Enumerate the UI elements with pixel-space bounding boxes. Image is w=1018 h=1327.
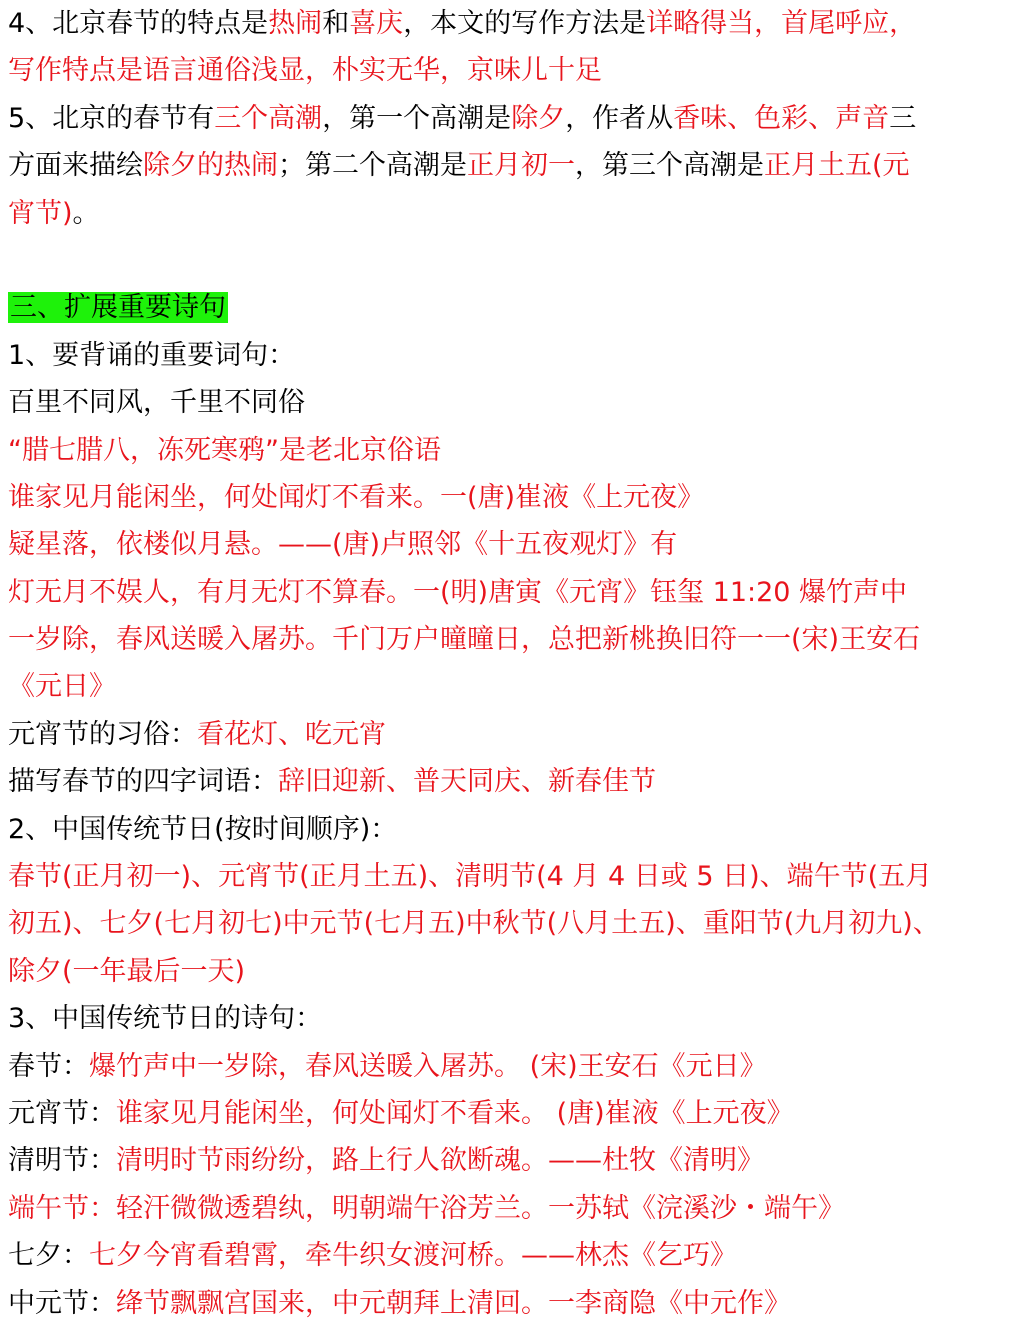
text-line bbox=[8, 663, 1012, 710]
text-line bbox=[8, 190, 1012, 237]
body-text: 方面来描绘 bbox=[8, 150, 143, 182]
red-text: 《元日》 bbox=[8, 671, 116, 703]
red-text: 清明时节雨纷纷，路上行人欲断魂。——杜牧《清明》 bbox=[116, 1145, 764, 1177]
body-text: ，第三个高潮是 bbox=[575, 150, 764, 182]
red-text: 正月初一 bbox=[467, 150, 575, 182]
body-text: 七夕： bbox=[8, 1240, 89, 1272]
text-line bbox=[8, 995, 1012, 1042]
text-line bbox=[8, 379, 1012, 426]
red-text: 七夕今宵看碧霄，牵牛织女渡河桥。——林杰《乞巧》 bbox=[89, 1240, 737, 1272]
red-text: 除夕 bbox=[511, 102, 566, 134]
text-line bbox=[8, 711, 1012, 758]
red-text: 看花灯、吃元宵 bbox=[197, 718, 386, 750]
red-text: 谁家见月能闲坐，何处闻灯不看来。一(唐)崔液《上元夜》 bbox=[8, 481, 705, 513]
text-line bbox=[8, 616, 1012, 663]
text-line bbox=[8, 1137, 1012, 1184]
red-text: 详略得当，首尾呼应， bbox=[646, 8, 917, 39]
body-text: 元宵节的习俗： bbox=[8, 718, 197, 750]
body-text: 和 bbox=[322, 8, 350, 39]
section-heading: 三、扩展重要诗句 bbox=[10, 292, 226, 324]
body-text: 3、中国传统节日的诗句： bbox=[8, 1003, 323, 1035]
text-line bbox=[8, 758, 1012, 805]
red-text: 写作特点是语言通俗浅显，朴实无华，京味儿十足 bbox=[8, 55, 602, 87]
body-text: 4、北京春节的特点是 bbox=[8, 8, 269, 39]
body-text: ，作者从 bbox=[565, 102, 674, 134]
body-text: 2、中国传统节日(按时间顺序)： bbox=[8, 813, 398, 845]
body-text: 中元节： bbox=[8, 1287, 116, 1319]
red-text: 初五)、七夕(七月初七)中元节(七月五)中秋节(八月土五)、重阳节(九月初九)、 bbox=[8, 908, 940, 940]
document-body bbox=[8, 0, 1012, 1327]
text-line bbox=[8, 521, 1012, 568]
text-line bbox=[8, 806, 1012, 853]
text-line bbox=[8, 427, 1012, 474]
text-line bbox=[8, 142, 1012, 189]
body-text: 元宵节： bbox=[8, 1097, 116, 1129]
text-line bbox=[8, 1232, 1012, 1279]
blank-line bbox=[8, 237, 1012, 284]
text-line bbox=[8, 95, 1012, 142]
text-line bbox=[8, 1043, 1012, 1090]
red-text: 春节(正月初一)、元宵节(正月土五)、清明节(4 月 4 日或 5 日)、端午节(五月 bbox=[8, 861, 933, 893]
body-text: ；第二个高潮是 bbox=[278, 150, 467, 182]
red-text: 辞旧迎新、普天同庆、新春佳节 bbox=[278, 766, 656, 798]
body-text: 1、要背诵的重要词句： bbox=[8, 339, 296, 371]
body-text: 三 bbox=[889, 102, 917, 134]
body-text: 描写春节的四字词语： bbox=[8, 766, 278, 798]
red-text: 正月土五(元 bbox=[764, 150, 910, 182]
red-text: 疑星落，依楼似月悬。——(唐)卢照邻《十五夜观灯》有 bbox=[8, 529, 678, 561]
text-line bbox=[8, 1090, 1012, 1137]
red-text: 三个高潮 bbox=[214, 102, 323, 134]
red-text: 一岁除，春风送暖入屠苏。千门万户曈曈日，总把新桃换旧符一一(宋)王安石 bbox=[8, 624, 921, 656]
text-line bbox=[8, 332, 1012, 379]
text-line bbox=[8, 900, 1012, 947]
text-line bbox=[8, 47, 1012, 94]
body-text: 。 bbox=[72, 197, 100, 229]
body-text: 清明节： bbox=[8, 1145, 116, 1177]
red-text: “腊七腊八，冻死寒鸦”是老北京俗语 bbox=[8, 434, 441, 466]
red-text: 喜庆 bbox=[349, 8, 404, 39]
red-text: 爆竹声中一岁除，春风送暖入屠苏。 (宋)王安石《元日》 bbox=[89, 1050, 767, 1082]
red-text: 除夕(一年最后一天) bbox=[8, 955, 246, 987]
red-text: 谁家见月能闲坐，何处闻灯不看来。 (唐)崔液《上元夜》 bbox=[116, 1097, 794, 1129]
text-line bbox=[8, 948, 1012, 995]
red-text: 绛节飘飘宫国来，中元朝拜上清回。一李商隐《中元作》 bbox=[116, 1287, 791, 1319]
red-text: 香味、色彩、声音 bbox=[673, 102, 890, 134]
text-line bbox=[8, 569, 1012, 616]
body-text: 春节： bbox=[8, 1050, 89, 1082]
red-text: 除夕的热闹 bbox=[143, 150, 278, 182]
text-line bbox=[8, 0, 1012, 47]
red-text: 端午节：轻汗微微透碧纨，明朝端午浴芳兰。一苏轼《浣溪沙・端午》 bbox=[8, 1192, 845, 1224]
red-text: 灯无月不娱人，有月无灯不算春。一(明)唐寅《元宵》钰玺 11:20 爆竹声中 bbox=[8, 576, 908, 608]
text-line bbox=[8, 853, 1012, 900]
body-text: ，第一个高潮是 bbox=[322, 102, 512, 134]
text-line bbox=[8, 474, 1012, 521]
text-line bbox=[8, 284, 1012, 331]
red-text: 热闹 bbox=[268, 8, 323, 39]
body-text: 5、北京的春节有 bbox=[8, 102, 215, 134]
body-text: 百里不同风，千里不同俗 bbox=[8, 387, 305, 419]
body-text: ，本文的写作方法是 bbox=[403, 8, 647, 39]
red-text: 宵节) bbox=[8, 197, 73, 229]
text-line bbox=[8, 1280, 1012, 1327]
text-line bbox=[8, 1185, 1012, 1232]
